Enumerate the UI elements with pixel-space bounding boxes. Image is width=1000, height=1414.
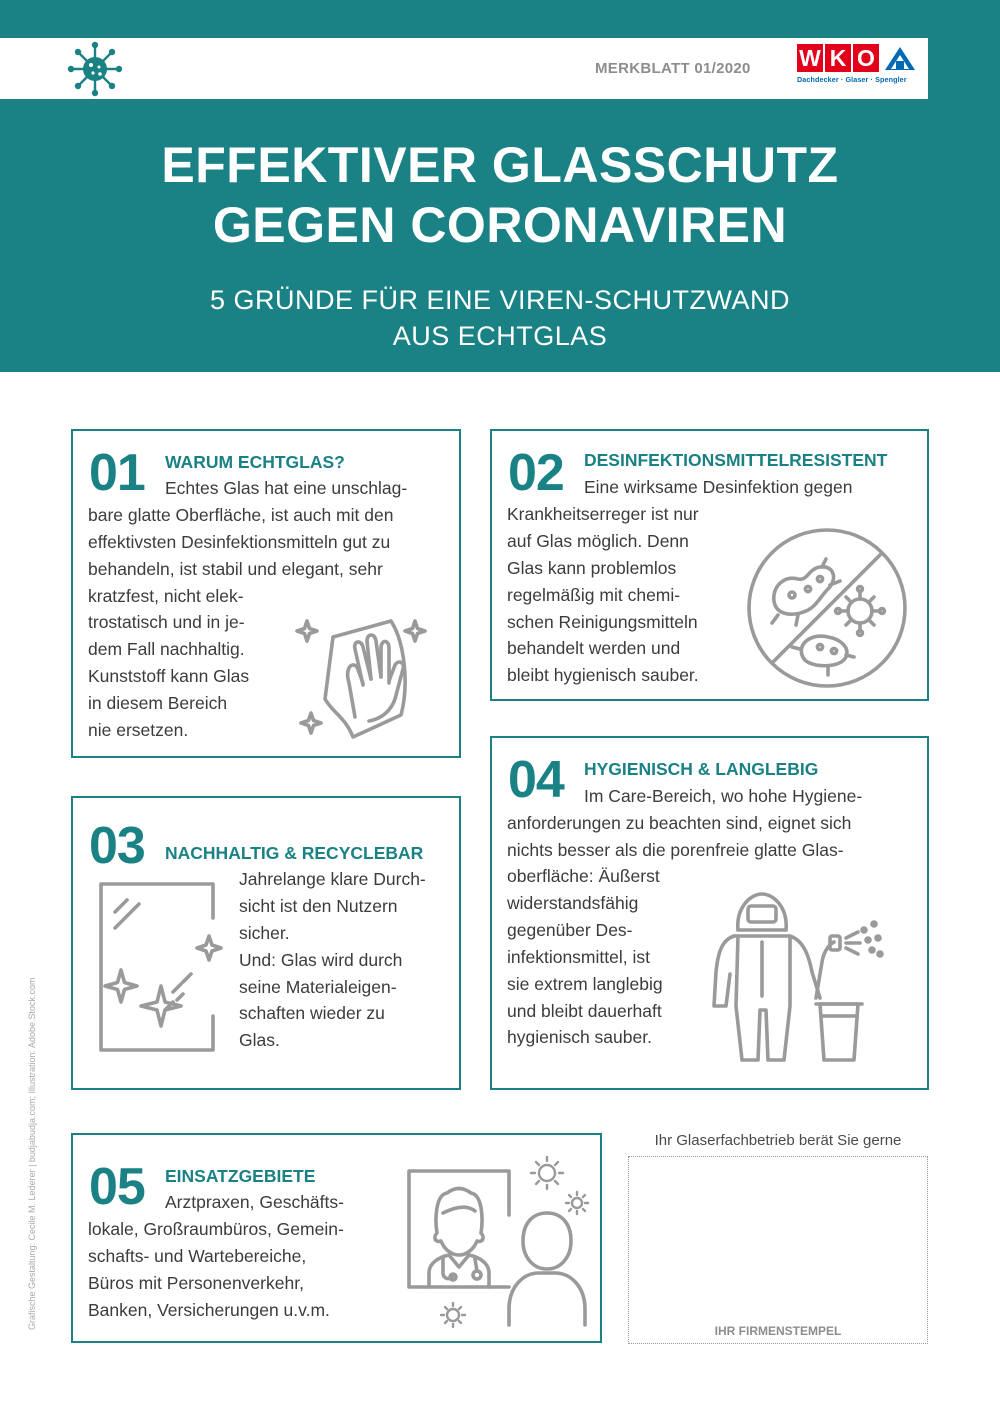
reason-card-02	[490, 429, 929, 701]
subtitle-line-1: 5 GRÜNDE FÜR EINE VIREN-SCHUTZWAND	[209, 285, 791, 315]
reason-text-line: Kunststoff kann Glas	[88, 666, 250, 686]
reason-text-line: regelmäßig mit chemi-	[507, 585, 681, 605]
reason-text-line: Arztpraxen, Geschäfts-	[165, 1192, 344, 1212]
wko-letter-w: W	[797, 44, 823, 72]
reason-number: 02	[508, 444, 564, 502]
company-stamp-box	[628, 1156, 928, 1344]
reason-text-line: schafts- und Wartebereiche,	[88, 1246, 307, 1266]
page-title	[0, 135, 1000, 255]
reason-card-04	[490, 736, 929, 1090]
roof-emblem-icon	[881, 44, 919, 72]
reason-number: 01	[89, 444, 145, 502]
reason-text-line: infektionsmittel, ist	[507, 947, 650, 967]
reason-text-line: effektivsten Desinfektionsmitteln gut zu	[88, 532, 391, 552]
design-credit: Grafische Gestaltung: Cecile M. Lederer | budjabudja.com; Illustration: Adobe.Stock.com	[27, 977, 37, 1330]
title-line-1: EFFEKTIVER GLASSCHUTZ	[161, 137, 839, 193]
reason-text-line: anforderungen zu beachten sind, eignet sich	[507, 813, 852, 833]
reason-text-line: behandelt werden und	[507, 638, 681, 658]
stamp-label: IHR FIRMENSTEMPEL	[714, 1324, 842, 1338]
reason-text-line: nichts besser als die porenfreie glatte Glas-	[507, 840, 844, 860]
reason-card-05	[71, 1133, 602, 1343]
reason-text-line: und bleibt dauerhaft	[507, 1001, 662, 1021]
reason-text-line: kratzfest, nicht elek-	[88, 586, 244, 606]
reason-text-line: widerstandsfähig	[507, 893, 639, 913]
reason-text-line: behandeln, ist stabil und elegant, sehr	[88, 559, 383, 579]
reason-text-line: bare glatte Oberfläche, ist auch mit den	[88, 505, 394, 525]
merkblatt-label: MERKBLATT 01/2020	[595, 60, 751, 77]
cleaning-hand-icon	[291, 603, 436, 748]
reason-text-line: trostatisch und in je-	[88, 612, 245, 632]
reason-text-line: auf Glas möglich. Denn	[507, 531, 689, 551]
reason-text-line: sicher.	[239, 923, 290, 943]
reason-heading: HYGIENISCH & LANGLEBIG	[584, 759, 819, 779]
reason-text-line: schaften wieder zu	[239, 1003, 385, 1023]
wko-letter-k: K	[825, 44, 851, 72]
reason-heading: DESINFEKTIONSMITTELRESISTENT	[584, 450, 888, 470]
stamp-caption: Ihr Glaserfachbetrieb berät Sie gerne	[654, 1132, 902, 1149]
reason-text-line: sie extrem langlebig	[507, 974, 663, 994]
reason-text-line: bleibt hygienisch sauber.	[507, 665, 699, 685]
reason-heading: NACHHALTIG & RECYCLEBAR	[165, 843, 424, 863]
reason-card-01	[71, 429, 461, 758]
reason-number: 05	[89, 1158, 145, 1216]
reason-heading: EINSATZGEBIETE	[165, 1166, 316, 1186]
reason-text-line: Eine wirksame Desinfektion gegen	[584, 477, 853, 497]
reason-text-line: dem Fall nachhaltig.	[88, 639, 245, 659]
reason-heading: WARUM ECHTGLAS?	[165, 452, 345, 472]
reason-text-line: Büros mit Personenverkehr,	[88, 1273, 304, 1293]
reason-text-line: seine Materialeigen-	[239, 977, 397, 997]
reason-text-line: sicht ist den Nutzern	[239, 896, 398, 916]
header-strip	[0, 38, 928, 99]
reason-text-line: Krankheitserreger ist nur	[507, 504, 699, 524]
subtitle-line-2: AUS ECHTGLAS	[392, 321, 608, 351]
reason-text-line: Glas kann problemlos	[507, 558, 677, 578]
no-germs-icon	[742, 523, 912, 693]
reason-text-line: Jahrelange klare Durch-	[239, 869, 426, 889]
wko-letter-o: O	[853, 44, 879, 72]
reason-number: 04	[508, 751, 564, 809]
reason-text-line: hygienisch sauber.	[507, 1027, 652, 1047]
reason-card-03	[71, 796, 461, 1090]
hazmat-sprayer-icon	[708, 886, 888, 1068]
wko-subtitle: Dachdecker · Glaser · Spengler	[797, 75, 907, 84]
doctor-patient-icon	[405, 1151, 595, 1336]
reason-text-line: schen Reinigungsmitteln	[507, 612, 698, 632]
reason-text-line: oberfläche: Äußerst	[507, 866, 660, 886]
coronavirus-logo-icon	[66, 40, 124, 98]
page-subtitle	[0, 282, 1000, 354]
glass-pane-icon	[95, 878, 230, 1056]
reason-text-line: lokale, Großraumbüros, Gemein-	[88, 1219, 344, 1239]
reason-text-line: in diesem Bereich	[88, 693, 228, 713]
reason-number: 03	[89, 817, 145, 875]
reason-text-line: Banken, Versicherungen u.v.m.	[88, 1300, 330, 1320]
wko-logo[interactable]	[797, 44, 923, 88]
reason-text-line: Glas.	[239, 1030, 280, 1050]
reason-text-line: Und: Glas wird durch	[239, 950, 403, 970]
reason-text-line: Im Care-Bereich, wo hohe Hygiene-	[584, 786, 863, 806]
reason-text-line: Echtes Glas hat eine unschlag-	[165, 478, 408, 498]
reason-text-line: nie ersetzen.	[88, 720, 189, 740]
reason-text-line: gegenüber Des-	[507, 920, 633, 940]
title-line-2: GEGEN CORONAVIREN	[212, 197, 788, 253]
